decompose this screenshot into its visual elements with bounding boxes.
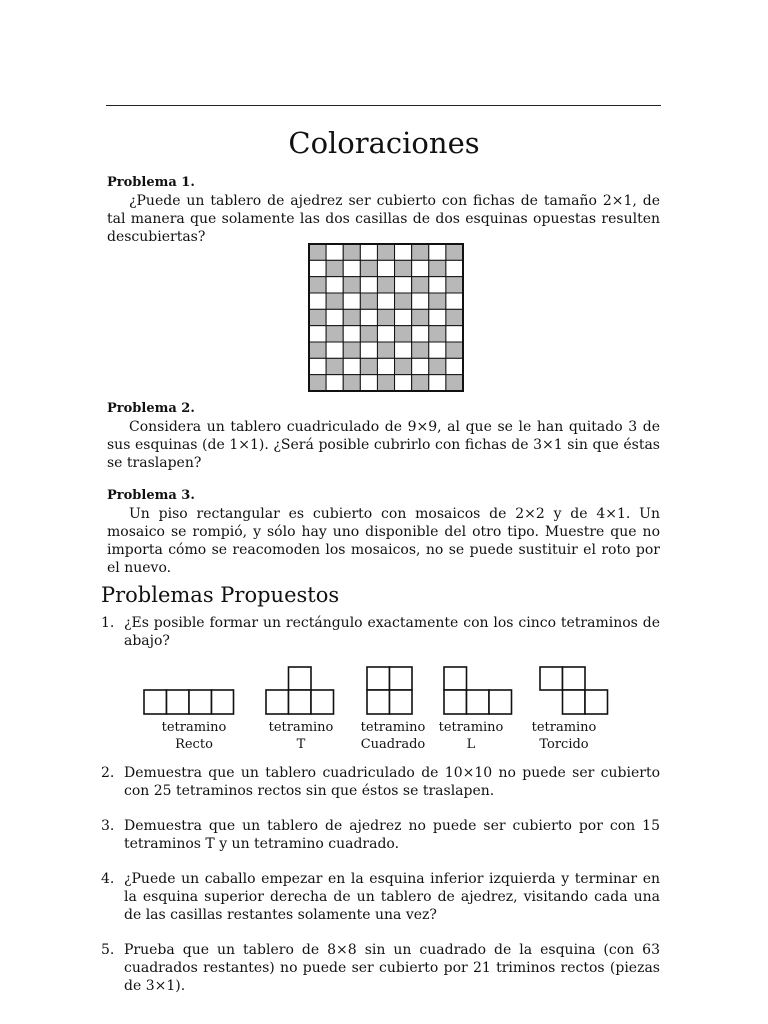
board-cell bbox=[309, 309, 326, 325]
problem-3-text: Un piso rectangular es cubierto con mosaicos de 2×2 y de 4×1. Un mosaico se rompió, y sólo hay uno disponible del otro tipo. Muestre que no importa cómo se reacomoden los mosaicos, no se puede sustituir el roto por el nuevo. bbox=[107, 506, 660, 576]
board-cell bbox=[309, 342, 326, 358]
board-cell bbox=[360, 358, 377, 374]
problem-2-text: Considera un tablero cuadriculado de 9×9, al que se le han quitado 3 de sus esquinas (de 1×1). ¿Será posible cubrirlo con fichas de 3×1 sin que éstas se traslapen? bbox=[107, 419, 660, 471]
item-text: Demuestra que un tablero cuadriculado de 10×10 no puede ser cubierto con 25 tetraminos rectos sin que éstos se traslapen. bbox=[124, 765, 660, 799]
board-cell bbox=[429, 244, 446, 260]
board-cell bbox=[429, 326, 446, 342]
item-text: ¿Es posible formar un rectángulo exactamente con los cinco tetraminos de abajo? bbox=[124, 615, 660, 649]
caption-line: Torcido bbox=[539, 737, 589, 752]
board-cell bbox=[429, 309, 446, 325]
caption-line: tetramino bbox=[438, 720, 504, 735]
board-cell bbox=[446, 260, 463, 276]
caption-line: T bbox=[296, 737, 306, 752]
header-rule bbox=[106, 105, 661, 106]
board-cell bbox=[395, 244, 412, 260]
board-cell bbox=[377, 342, 394, 358]
board-cell bbox=[326, 342, 343, 358]
board-cell bbox=[429, 342, 446, 358]
item-number: 1. bbox=[101, 615, 115, 631]
item-number: 4. bbox=[101, 871, 115, 887]
board-cell bbox=[395, 375, 412, 391]
item-text: Demuestra que un tablero de ajedrez no puede ser cubierto por con 15 tetraminos T y un tetramino cuadrado. bbox=[124, 818, 660, 852]
tetromino-t-figure bbox=[265, 666, 337, 717]
item-text: Prueba que un tablero de 8×8 sin un cuadrado de la esquina (con 63 cuadrados restantes) no puede ser cubierto por 21 triminos rectos (piezas de 3×1). bbox=[124, 942, 660, 994]
caption-line: tetramino bbox=[268, 720, 334, 735]
board-cell bbox=[377, 326, 394, 342]
caption-line: tetramino bbox=[161, 720, 227, 735]
board-cell bbox=[326, 375, 343, 391]
board-cell bbox=[343, 342, 360, 358]
board-cell bbox=[412, 342, 429, 358]
item-number: 3. bbox=[101, 818, 115, 834]
problem-1-text: ¿Puede un tablero de ajedrez ser cubierto con fichas de tamaño 2×1, de tal manera que solamente las dos casillas de dos esquinas opuestas resulten descubiertas? bbox=[107, 193, 660, 245]
board-cell bbox=[446, 277, 463, 293]
board-cell bbox=[309, 326, 326, 342]
board-cell bbox=[309, 277, 326, 293]
problem-3-heading: Problema 3. bbox=[107, 488, 195, 503]
problem-2-heading: Problema 2. bbox=[107, 401, 195, 416]
caption-line: tetramino bbox=[531, 720, 597, 735]
board-cell bbox=[377, 358, 394, 374]
board-cell bbox=[429, 358, 446, 374]
board-cell bbox=[309, 260, 326, 276]
board-cell bbox=[446, 309, 463, 325]
board-cell bbox=[395, 309, 412, 325]
board-cell bbox=[377, 244, 394, 260]
board-cell bbox=[446, 244, 463, 260]
board-cell bbox=[343, 358, 360, 374]
board-cell bbox=[360, 326, 377, 342]
board-cell bbox=[360, 342, 377, 358]
board-cell bbox=[395, 260, 412, 276]
page-title: Coloraciones bbox=[288, 126, 480, 160]
board-cell bbox=[412, 260, 429, 276]
board-cell bbox=[309, 293, 326, 309]
board-cell bbox=[309, 375, 326, 391]
caption-line: tetramino bbox=[360, 720, 426, 735]
board-cell bbox=[343, 375, 360, 391]
board-cell bbox=[446, 342, 463, 358]
board-cell bbox=[309, 358, 326, 374]
board-cell bbox=[360, 293, 377, 309]
caption-recto bbox=[144, 719, 244, 753]
board-cell bbox=[377, 375, 394, 391]
tetromino-l-figure bbox=[443, 666, 515, 717]
item-number: 5. bbox=[101, 942, 115, 958]
board-cell bbox=[326, 309, 343, 325]
board-cell bbox=[326, 277, 343, 293]
caption-torcido bbox=[514, 719, 614, 753]
board-cell bbox=[429, 375, 446, 391]
board-cell bbox=[326, 260, 343, 276]
tetromino-recto-figure bbox=[143, 689, 235, 717]
board-cell bbox=[429, 293, 446, 309]
board-cell bbox=[429, 260, 446, 276]
board-cell bbox=[412, 277, 429, 293]
board-cell bbox=[360, 244, 377, 260]
board-cell bbox=[412, 375, 429, 391]
caption-l bbox=[421, 719, 521, 753]
board-cell bbox=[377, 309, 394, 325]
board-cell bbox=[326, 326, 343, 342]
board-cell bbox=[326, 358, 343, 374]
board-cell bbox=[343, 260, 360, 276]
board-cell bbox=[343, 309, 360, 325]
board-cell bbox=[395, 342, 412, 358]
section-heading-proposed: Problemas Propuestos bbox=[101, 583, 340, 607]
caption-t bbox=[251, 719, 351, 753]
board-cell bbox=[360, 375, 377, 391]
board-cell bbox=[343, 244, 360, 260]
problem-1-heading: Problema 1. bbox=[107, 175, 195, 190]
board-cell bbox=[360, 260, 377, 276]
board-cell bbox=[412, 358, 429, 374]
board-cell bbox=[343, 293, 360, 309]
board-cell bbox=[343, 326, 360, 342]
tetromino-torcido-figure bbox=[539, 666, 611, 717]
board-cell bbox=[446, 293, 463, 309]
board-cell bbox=[395, 326, 412, 342]
board-cell bbox=[412, 309, 429, 325]
board-cell bbox=[377, 293, 394, 309]
board-cell bbox=[309, 244, 326, 260]
board-cell bbox=[395, 293, 412, 309]
board-cell bbox=[377, 260, 394, 276]
board-cell bbox=[446, 375, 463, 391]
board-cell bbox=[412, 293, 429, 309]
board-cell bbox=[395, 358, 412, 374]
caption-line: Cuadrado bbox=[360, 737, 426, 752]
board-cell bbox=[377, 277, 394, 293]
chessboard-figure bbox=[308, 243, 464, 392]
caption-line: L bbox=[466, 737, 476, 752]
item-text: ¿Puede un caballo empezar en la esquina inferior izquierda y terminar en la esquina superior derecha de un tablero de ajedrez, visitando cada una de las casillas restantes solamente una vez? bbox=[124, 871, 660, 923]
item-number: 2. bbox=[101, 765, 115, 781]
caption-line: Recto bbox=[175, 737, 213, 752]
board-cell bbox=[412, 244, 429, 260]
board-cell bbox=[326, 244, 343, 260]
board-cell bbox=[360, 309, 377, 325]
board-cell bbox=[360, 277, 377, 293]
board-cell bbox=[429, 277, 446, 293]
board-cell bbox=[412, 326, 429, 342]
board-cell bbox=[446, 326, 463, 342]
board-cell bbox=[446, 358, 463, 374]
board-cell bbox=[343, 277, 360, 293]
board-cell bbox=[395, 277, 412, 293]
tetromino-cuadrado-figure bbox=[366, 666, 416, 717]
board-cell bbox=[326, 293, 343, 309]
